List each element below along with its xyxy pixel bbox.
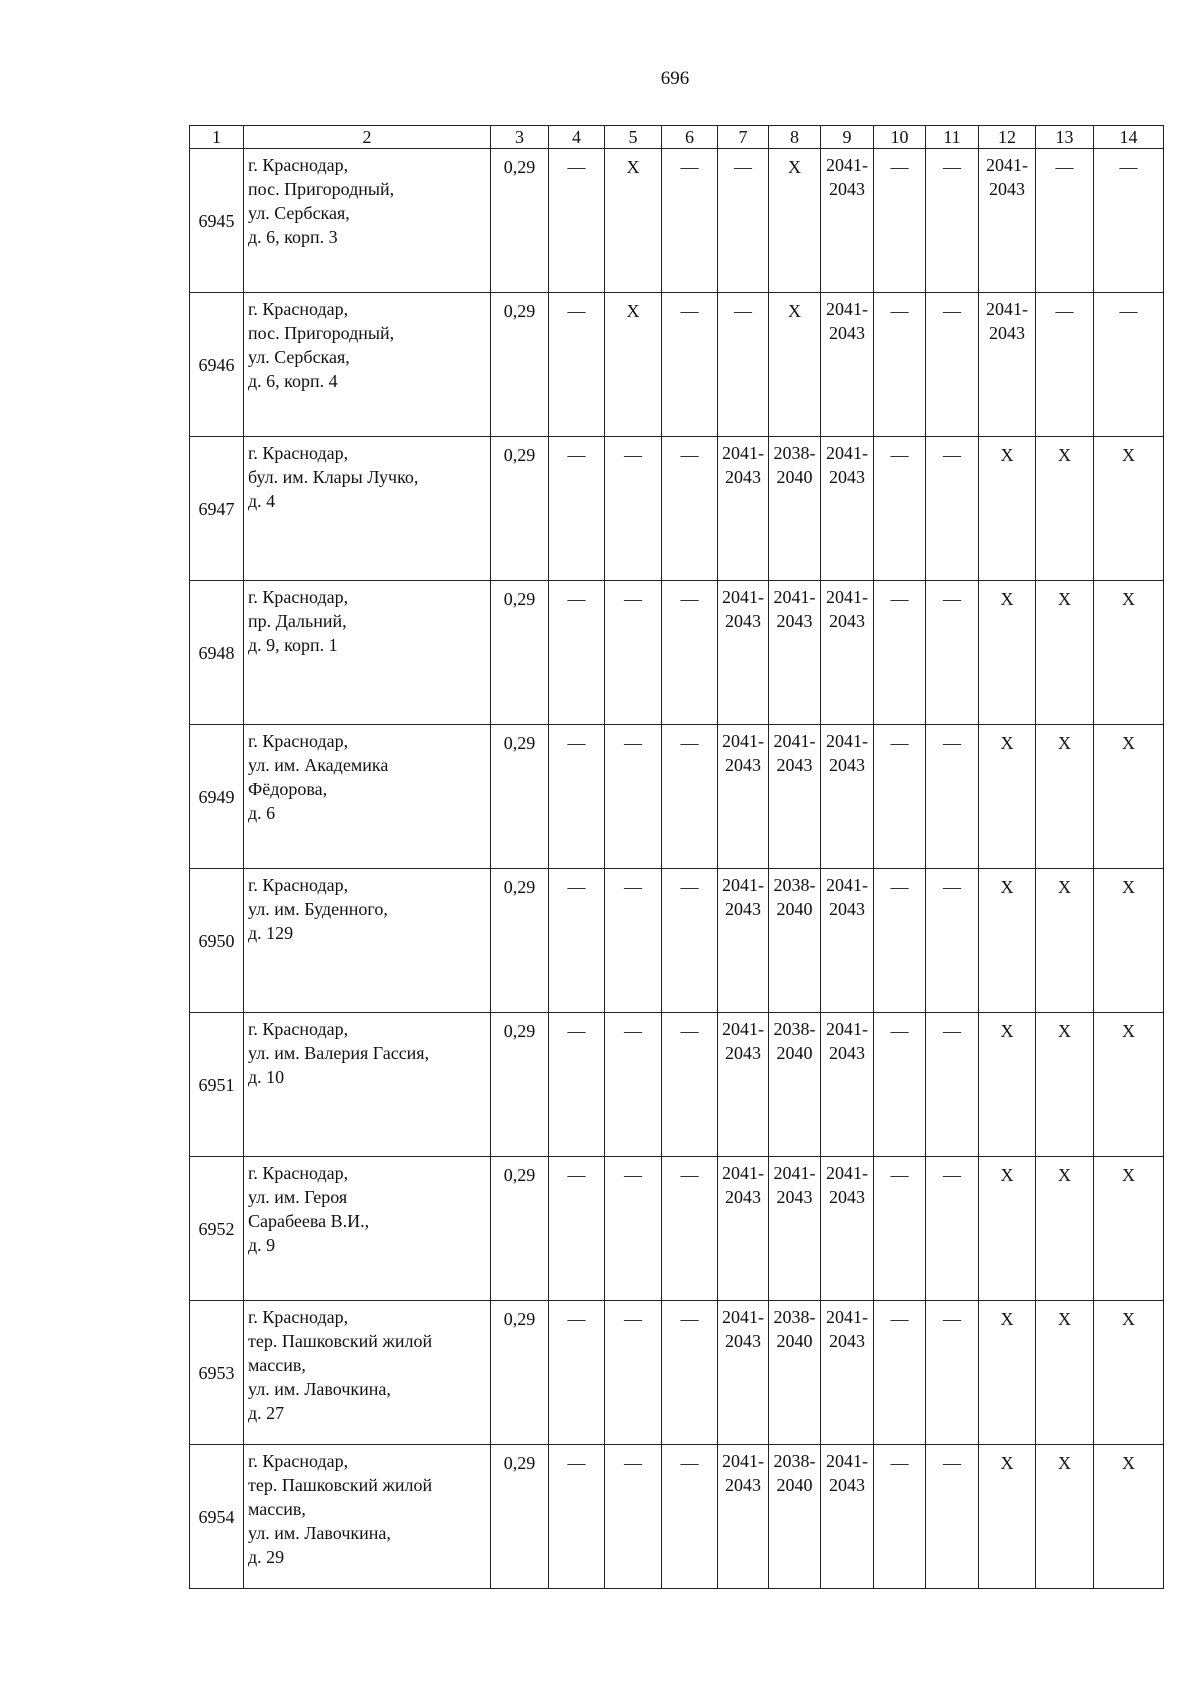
value-cell: —	[549, 149, 605, 293]
value-cell: —	[874, 1301, 926, 1445]
value-cell: 0,29	[491, 581, 549, 725]
year-range-cell	[821, 1157, 874, 1301]
address-line: г. Краснодар,	[248, 731, 349, 751]
value-cell: —	[662, 581, 718, 725]
value-cell: X	[1094, 437, 1164, 581]
value-cell: 0,29	[491, 1013, 549, 1157]
value-cell: —	[605, 581, 662, 725]
year-line: 2043	[725, 1043, 761, 1063]
value-cell: —	[605, 725, 662, 869]
value-cell: X	[979, 1013, 1036, 1157]
address-cell	[244, 725, 491, 869]
value-cell: 0,29	[491, 1157, 549, 1301]
year-range-cell	[718, 1445, 769, 1589]
value-cell: —	[549, 293, 605, 437]
table-row	[190, 1157, 1164, 1301]
year-range-cell	[769, 1301, 821, 1445]
address-line: Фёдорова,	[248, 779, 328, 799]
address-line: г. Краснодар,	[248, 587, 349, 607]
year-line: 2041-	[722, 731, 764, 751]
value-cell: —	[926, 581, 979, 725]
value-cell: —	[926, 1445, 979, 1589]
year-line: 2041-	[826, 443, 868, 463]
year-line: 2041-	[826, 1019, 868, 1039]
address-line: г. Краснодар,	[248, 299, 349, 319]
year-line: 2041-	[986, 155, 1028, 175]
row-number: 6945	[190, 149, 244, 293]
register-table	[189, 125, 1164, 1589]
value-cell: —	[549, 869, 605, 1013]
column-header: 4	[549, 126, 605, 149]
value-cell: X	[1094, 1301, 1164, 1445]
value-cell: —	[926, 149, 979, 293]
year-line: 2043	[829, 899, 865, 919]
year-line: 2043	[725, 1187, 761, 1207]
address-line: пос. Пригородный,	[248, 179, 395, 199]
value-cell: X	[1036, 1445, 1094, 1589]
table-row	[190, 293, 1164, 437]
address-line: ул. им. Валерия Гассия,	[248, 1043, 430, 1063]
value-cell: 0,29	[491, 293, 549, 437]
column-header: 2	[244, 126, 491, 149]
address-line: д. 6, корп. 4	[248, 371, 338, 391]
value-cell: —	[874, 1445, 926, 1589]
year-line: 2043	[725, 899, 761, 919]
table-row	[190, 869, 1164, 1013]
year-line: 2041-	[826, 155, 868, 175]
value-cell: X	[1094, 869, 1164, 1013]
row-number: 6949	[190, 725, 244, 869]
year-range-cell	[718, 437, 769, 581]
value-cell: —	[926, 1157, 979, 1301]
table-row	[190, 149, 1164, 293]
value-cell: —	[874, 1013, 926, 1157]
year-line: 2041-	[986, 299, 1028, 319]
row-number: 6946	[190, 293, 244, 437]
year-line: 2041-	[722, 1307, 764, 1327]
value-cell: X	[1036, 1301, 1094, 1445]
address-cell	[244, 1157, 491, 1301]
column-header: 1	[190, 126, 244, 149]
address-cell	[244, 293, 491, 437]
value-cell: —	[874, 581, 926, 725]
address-line: д. 10	[248, 1067, 285, 1087]
year-range-cell	[769, 437, 821, 581]
value-cell: —	[549, 1301, 605, 1445]
year-range-cell	[979, 149, 1036, 293]
year-range-cell	[821, 581, 874, 725]
value-cell: —	[549, 725, 605, 869]
year-line: 2043	[725, 467, 761, 487]
year-range-cell	[821, 1445, 874, 1589]
row-number: 6953	[190, 1301, 244, 1445]
table-row	[190, 1013, 1164, 1157]
year-range-cell	[769, 581, 821, 725]
address-line: д. 9, корп. 1	[248, 635, 338, 655]
value-cell: X	[1094, 725, 1164, 869]
year-line: 2041-	[722, 1019, 764, 1039]
year-line: 2043	[989, 323, 1025, 343]
value-cell: —	[926, 293, 979, 437]
year-line: 2038-	[773, 875, 816, 895]
year-range-cell	[769, 1013, 821, 1157]
value-cell: X	[979, 1301, 1036, 1445]
address-cell	[244, 149, 491, 293]
value-cell: —	[605, 1445, 662, 1589]
year-range-cell	[821, 1013, 874, 1157]
year-line: 2041-	[722, 587, 764, 607]
value-cell: X	[605, 149, 662, 293]
address-line: тер. Пашковский жилой	[248, 1475, 433, 1495]
year-line: 2038-	[773, 443, 816, 463]
year-range-cell	[821, 869, 874, 1013]
year-line: 2038-	[773, 1307, 816, 1327]
year-range-cell	[821, 149, 874, 293]
year-line: 2041-	[773, 587, 816, 607]
value-cell: —	[1094, 149, 1164, 293]
column-header: 10	[874, 126, 926, 149]
value-cell: X	[1094, 1013, 1164, 1157]
year-line: 2043	[725, 755, 761, 775]
value-cell: —	[662, 869, 718, 1013]
year-line: 2041-	[773, 1163, 816, 1183]
value-cell: —	[874, 293, 926, 437]
value-cell: X	[1036, 1157, 1094, 1301]
address-line: г. Краснодар,	[248, 1163, 349, 1183]
address-cell	[244, 581, 491, 725]
value-cell: —	[662, 725, 718, 869]
year-line: 2043	[989, 179, 1025, 199]
address-line: тер. Пашковский жилой	[248, 1331, 433, 1351]
value-cell: X	[1036, 581, 1094, 725]
value-cell: —	[874, 437, 926, 581]
year-range-cell	[718, 581, 769, 725]
year-line: 2041-	[826, 299, 868, 319]
address-line: д. 27	[248, 1403, 285, 1423]
year-line: 2041-	[826, 1307, 868, 1327]
year-line: 2043	[829, 323, 865, 343]
year-line: 2040	[776, 1475, 813, 1495]
header-row	[190, 126, 1164, 149]
year-line: 2040	[776, 467, 813, 487]
row-number: 6948	[190, 581, 244, 725]
year-line: 2043	[829, 1475, 865, 1495]
address-line: г. Краснодар,	[248, 1451, 349, 1471]
value-cell: —	[926, 725, 979, 869]
value-cell: X	[769, 293, 821, 437]
value-cell: —	[1036, 149, 1094, 293]
value-cell: X	[769, 149, 821, 293]
year-range-cell	[718, 1301, 769, 1445]
value-cell: —	[926, 869, 979, 1013]
year-line: 2043	[829, 1187, 865, 1207]
address-line: г. Краснодар,	[248, 443, 349, 463]
value-cell: X	[979, 869, 1036, 1013]
address-line: ул. им. Буденного,	[248, 899, 388, 919]
year-line: 2041-	[826, 875, 868, 895]
row-number: 6952	[190, 1157, 244, 1301]
year-line: 2043	[829, 1043, 865, 1063]
value-cell: X	[1036, 869, 1094, 1013]
address-line: д. 9	[248, 1235, 276, 1255]
address-line: г. Краснодар,	[248, 155, 349, 175]
year-line: 2041-	[826, 731, 868, 751]
row-number: 6951	[190, 1013, 244, 1157]
value-cell: 0,29	[491, 149, 549, 293]
value-cell: —	[662, 293, 718, 437]
year-line: 2041-	[722, 1163, 764, 1183]
value-cell: X	[1094, 1157, 1164, 1301]
year-line: 2040	[776, 899, 813, 919]
address-line: ул. им. Лавочкина,	[248, 1523, 391, 1543]
value-cell: —	[549, 1157, 605, 1301]
year-line: 2043	[725, 1475, 761, 1495]
table-row	[190, 437, 1164, 581]
value-cell: —	[605, 1301, 662, 1445]
value-cell: —	[926, 1013, 979, 1157]
address-line: д. 6	[248, 803, 276, 823]
value-cell: X	[605, 293, 662, 437]
value-cell: —	[605, 437, 662, 581]
address-cell	[244, 1445, 491, 1589]
row-number: 6947	[190, 437, 244, 581]
address-line: ул. им. Героя	[248, 1187, 348, 1207]
value-cell: —	[549, 437, 605, 581]
column-header: 5	[605, 126, 662, 149]
value-cell: —	[718, 293, 769, 437]
page-number: 696	[660, 68, 690, 89]
column-header: 12	[979, 126, 1036, 149]
year-line: 2043	[829, 611, 865, 631]
address-line: д. 129	[248, 923, 294, 943]
address-line: пр. Дальний,	[248, 611, 347, 631]
year-line: 2041-	[826, 1451, 868, 1471]
value-cell: X	[1036, 725, 1094, 869]
value-cell: —	[926, 437, 979, 581]
year-range-cell	[769, 1157, 821, 1301]
column-header: 13	[1036, 126, 1094, 149]
address-line: г. Краснодар,	[248, 875, 349, 895]
year-range-cell	[769, 1445, 821, 1589]
address-line: д. 29	[248, 1547, 285, 1567]
value-cell: —	[874, 869, 926, 1013]
year-line: 2043	[776, 611, 813, 631]
year-range-cell	[821, 293, 874, 437]
address-line: г. Краснодар,	[248, 1019, 349, 1039]
year-line: 2043	[829, 467, 865, 487]
year-line: 2040	[776, 1331, 813, 1351]
table-row	[190, 725, 1164, 869]
address-line: ул. им. Академика	[248, 755, 389, 775]
year-line: 2043	[829, 755, 865, 775]
column-header: 11	[926, 126, 979, 149]
year-range-cell	[718, 1013, 769, 1157]
year-range-cell	[718, 725, 769, 869]
value-cell: —	[1094, 293, 1164, 437]
address-cell	[244, 869, 491, 1013]
value-cell: X	[979, 725, 1036, 869]
value-cell: —	[1036, 293, 1094, 437]
address-line: Сарабеева В.И.,	[248, 1211, 370, 1231]
value-cell: —	[605, 869, 662, 1013]
year-line: 2041-	[722, 875, 764, 895]
value-cell: —	[874, 725, 926, 869]
row-number: 6950	[190, 869, 244, 1013]
value-cell: X	[1036, 1013, 1094, 1157]
value-cell: X	[979, 1445, 1036, 1589]
value-cell: —	[662, 1013, 718, 1157]
column-header: 14	[1094, 126, 1164, 149]
address-line: ул. им. Лавочкина,	[248, 1379, 391, 1399]
value-cell: X	[979, 581, 1036, 725]
address-line: д. 4	[248, 491, 276, 511]
year-line: 2041-	[826, 587, 868, 607]
column-header: 8	[769, 126, 821, 149]
address-cell	[244, 1013, 491, 1157]
value-cell: —	[662, 149, 718, 293]
address-line: ул. Сербская,	[248, 347, 350, 367]
year-range-cell	[769, 869, 821, 1013]
value-cell: —	[549, 581, 605, 725]
year-line: 2041-	[722, 443, 764, 463]
address-line: массив,	[248, 1355, 306, 1375]
value-cell: X	[1094, 581, 1164, 725]
year-range-cell	[718, 869, 769, 1013]
column-header: 3	[491, 126, 549, 149]
address-line: массив,	[248, 1499, 306, 1519]
table-row	[190, 1301, 1164, 1445]
column-header: 9	[821, 126, 874, 149]
year-line: 2038-	[773, 1451, 816, 1471]
year-line: 2041-	[722, 1451, 764, 1471]
value-cell: 0,29	[491, 869, 549, 1013]
year-line: 2043	[829, 1331, 865, 1351]
year-range-cell	[979, 293, 1036, 437]
address-line: ул. Сербская,	[248, 203, 350, 223]
value-cell: —	[549, 1013, 605, 1157]
value-cell: —	[662, 1301, 718, 1445]
year-range-cell	[821, 1301, 874, 1445]
value-cell: X	[979, 1157, 1036, 1301]
address-line: пос. Пригородный,	[248, 323, 395, 343]
year-line: 2043	[776, 1187, 813, 1207]
year-line: 2043	[725, 611, 761, 631]
year-line: 2038-	[773, 1019, 816, 1039]
year-range-cell	[718, 1157, 769, 1301]
address-line: бул. им. Клары Лучко,	[248, 467, 419, 487]
year-line: 2043	[725, 1331, 761, 1351]
value-cell: —	[605, 1157, 662, 1301]
year-line: 2043	[829, 179, 865, 199]
year-range-cell	[821, 725, 874, 869]
table-row	[190, 581, 1164, 725]
value-cell: —	[874, 1157, 926, 1301]
value-cell: —	[874, 149, 926, 293]
address-cell	[244, 1301, 491, 1445]
year-range-cell	[821, 437, 874, 581]
year-line: 2041-	[826, 1163, 868, 1183]
value-cell: —	[549, 1445, 605, 1589]
year-line: 2040	[776, 1043, 813, 1063]
value-cell: 0,29	[491, 437, 549, 581]
value-cell: X	[979, 437, 1036, 581]
value-cell: 0,29	[491, 1301, 549, 1445]
value-cell: 0,29	[491, 725, 549, 869]
column-header: 6	[662, 126, 718, 149]
value-cell: X	[1094, 1445, 1164, 1589]
table-row	[190, 1445, 1164, 1589]
value-cell: —	[662, 1445, 718, 1589]
value-cell: 0,29	[491, 1445, 549, 1589]
year-line: 2041-	[773, 731, 816, 751]
value-cell: —	[926, 1301, 979, 1445]
value-cell: X	[1036, 437, 1094, 581]
value-cell: —	[605, 1013, 662, 1157]
year-line: 2043	[776, 755, 813, 775]
value-cell: —	[662, 437, 718, 581]
year-range-cell	[769, 725, 821, 869]
value-cell: —	[662, 1157, 718, 1301]
column-header: 7	[718, 126, 769, 149]
address-line: д. 6, корп. 3	[248, 227, 338, 247]
address-cell	[244, 437, 491, 581]
value-cell: —	[718, 149, 769, 293]
row-number: 6954	[190, 1445, 244, 1589]
address-line: г. Краснодар,	[248, 1307, 349, 1327]
